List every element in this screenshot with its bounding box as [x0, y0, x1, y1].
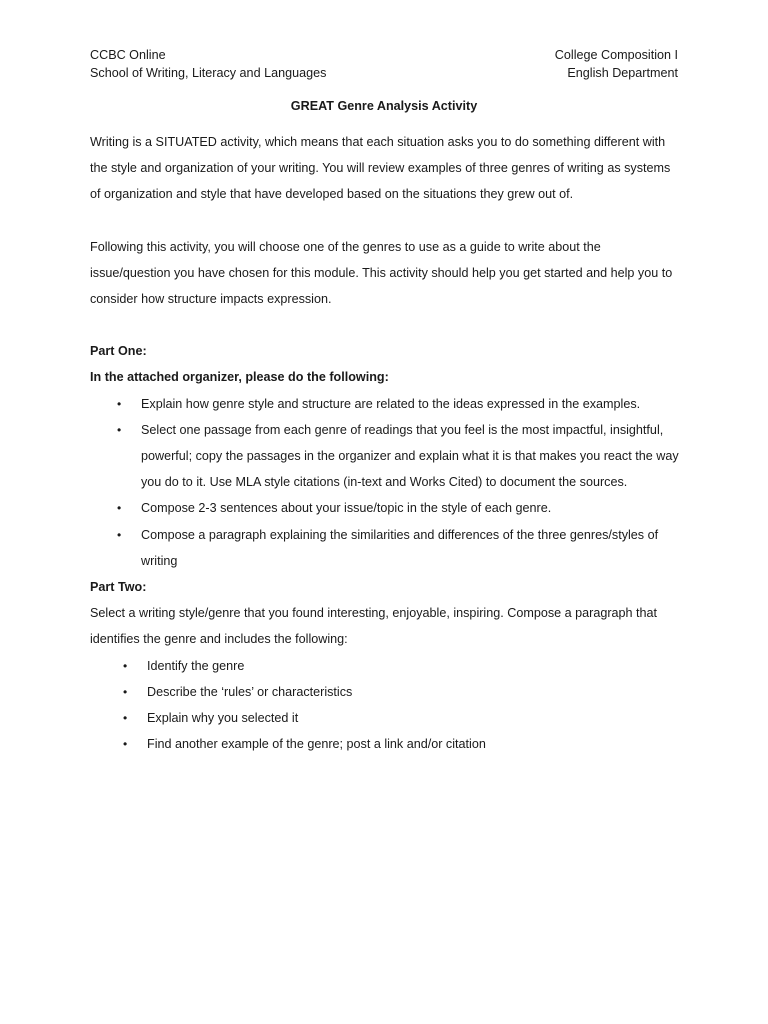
intro-paragraph: Writing is a SITUATED activity, which means that each situation asks you to do something different with the style and organization of your writing. You will review examples of three genres of writing as systems of organization and style that have developed based on the situations they grew out of. [90, 135, 671, 202]
part-one-subheading: In the attached organizer, please do the following: [90, 370, 389, 385]
list-item-text: Describe the ‘rules’ or characteristics [147, 684, 353, 699]
list-item [90, 705, 680, 731]
bullet-icon: • [123, 711, 128, 726]
document-body [90, 129, 680, 757]
list-item-text: Explain why you selected it [147, 711, 299, 726]
header-right [555, 46, 678, 82]
intro-paragraph: Following this activity, you will choose one of the genres to use as a guide to write about the issue/question you have chosen for this module. This activity should help you get started and help you to consider how structure impacts expression. [90, 239, 673, 307]
part-one-list [90, 391, 680, 574]
document-title: GREAT Genre Analysis Activity [290, 99, 478, 113]
part-two-list [90, 653, 680, 758]
paragraph-spacer [90, 312, 680, 338]
list-item-text: Compose 2-3 sentences about your issue/topic in the style of each genre. [141, 501, 552, 516]
school-name: School of Writing, Literacy and Languages [90, 66, 327, 80]
list-item-text: Identify the genre [147, 658, 245, 673]
bullet-icon: • [123, 684, 128, 699]
list-item-text: Explain how genre style and structure are related to the ideas expressed in the examples. [141, 396, 641, 411]
list-item [90, 417, 680, 496]
bullet-icon: • [117, 396, 122, 411]
bullet-icon: • [123, 737, 128, 752]
list-item-text: Compose a paragraph explaining the similarities and differences of the three genres/styles of writing [141, 527, 659, 568]
bullet-icon: • [123, 658, 128, 673]
institution-name: CCBC Online [90, 48, 166, 62]
list-item [90, 522, 680, 574]
part-one-heading: Part One: [90, 344, 147, 359]
department-name: English Department [567, 66, 678, 80]
header-left [90, 46, 326, 82]
bullet-icon: • [117, 422, 122, 437]
course-name: College Composition I [554, 48, 678, 62]
part-two-intro: Select a writing style/genre that you found interesting, enjoyable, inspiring. Compose a paragraph that identifies the genre and includes the following: [90, 606, 658, 647]
bullet-icon: • [117, 527, 122, 542]
list-item [90, 653, 680, 679]
paragraph-spacer [90, 208, 680, 234]
list-item-text: Find another example of the genre; post a link and/or citation [147, 737, 486, 752]
bullet-icon: • [117, 501, 122, 516]
list-item [90, 495, 680, 521]
list-item [90, 731, 680, 757]
list-item [90, 679, 680, 705]
list-item-text: Select one passage from each genre of readings that you feel is the most impactful, insightful, powerful; copy the passages in the organizer and explain what it is that makes you react the way you do to it. Use MLA style citations (in-text and Works Cited) to document the sources. [141, 422, 679, 490]
part-two-heading: Part Two: [90, 580, 147, 595]
list-item [90, 391, 680, 417]
